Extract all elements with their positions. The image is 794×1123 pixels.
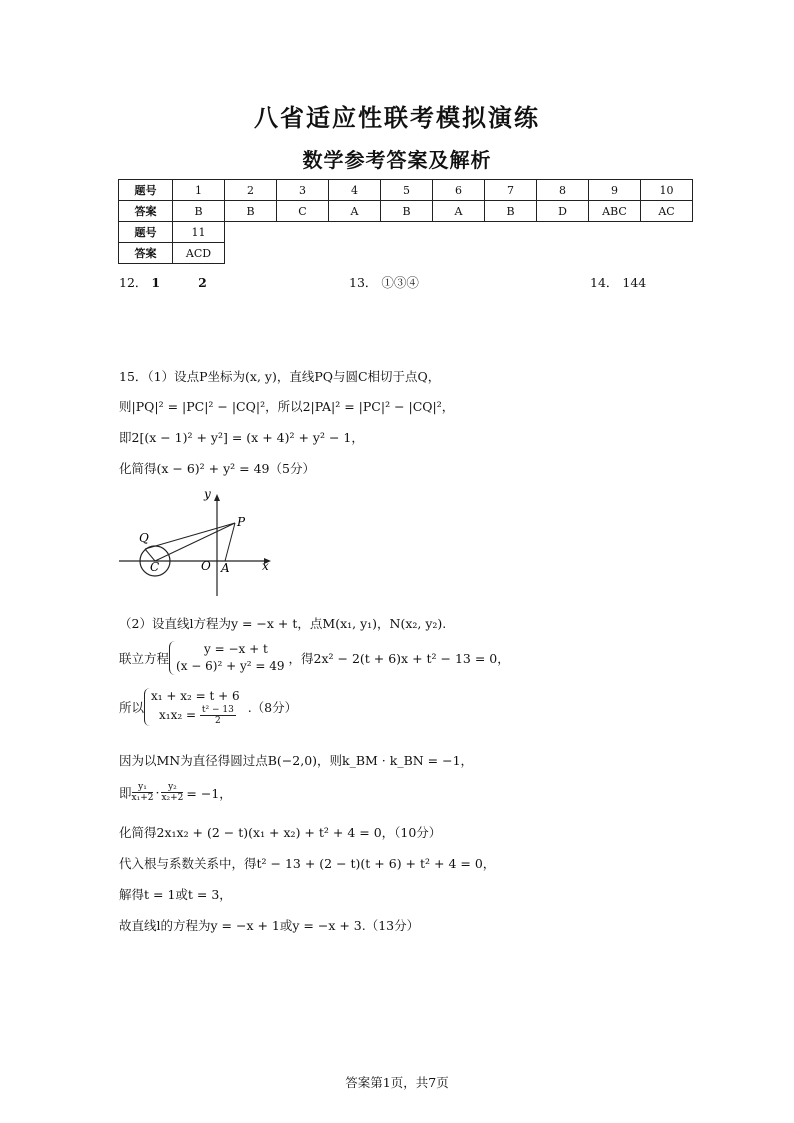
question-cell: 7: [485, 180, 537, 201]
answer-cell: A: [433, 201, 485, 222]
document-title: 八省适应性联考模拟演练: [254, 103, 540, 132]
solution15-part2-line6: 化简得2x₁x₂ + (2 − t)(x₁ + x₂) + t² + 4 = 0，（10分）: [119, 825, 442, 840]
vieta-fraction-denominator: 2: [214, 716, 221, 726]
solution15-part2-line1: （2）设直线l方程为y = −x + t，点M(x₁, y₁)，N(x₂, y₂).: [119, 616, 447, 631]
origin-label: O: [201, 559, 211, 573]
y-axis-arrow-icon: [214, 494, 220, 501]
answer-cell: A: [329, 201, 381, 222]
vieta-score: .（8分）: [247, 700, 298, 715]
segment-pq: [145, 523, 235, 549]
line5-prefix: 即: [119, 785, 132, 801]
answer-cell: B: [381, 201, 433, 222]
q13-answer: ①③④: [381, 275, 419, 290]
solution15-part2-system: [119, 641, 510, 675]
q14-answer: 144: [622, 275, 647, 290]
segment-pc: [155, 523, 235, 561]
question-cell: 1: [173, 180, 225, 201]
geometry-figure: [115, 486, 280, 598]
solution15-part1-line2: 则|PQ|² = |PC|² − |CQ|²，所以2|PA|² = |PC|² − |CQ|²，: [119, 399, 455, 414]
system-eq1: y = −x + t: [204, 642, 268, 656]
solution15-part2-line7: 代入根与系数关系中，得t² − 13 + (2 − t)(t + 6) + t² + 4 = 0，: [119, 856, 496, 871]
system-eq2: (x − 6)² + y² = 49: [176, 659, 285, 673]
vieta-prefix: 所以: [119, 700, 145, 715]
answer-table-question-row: [119, 222, 693, 243]
answer-cell: ABC: [589, 201, 641, 222]
document-subtitle: 数学参考答案及解析: [302, 148, 492, 172]
question-cell: 8: [537, 180, 589, 201]
page-footer: 答案第1页，共7页: [345, 1075, 449, 1090]
answer-cell: B: [485, 201, 537, 222]
point-c-label: C: [150, 560, 160, 574]
answer-cell: B: [173, 201, 225, 222]
question-cell: 10: [641, 180, 693, 201]
line5-frac1-denominator: x₁+2: [131, 793, 154, 803]
line5-fraction-1: [132, 782, 154, 803]
line5-frac1-numerator: y₁: [132, 782, 154, 793]
fill-in-q12: [119, 273, 207, 291]
answer-cell: B: [225, 201, 277, 222]
vieta-eq2-lhs: x₁x₂ =: [159, 708, 197, 722]
line5-result: = −1，: [186, 785, 232, 801]
q12-label: 12．: [119, 275, 148, 290]
question-cell: 4: [329, 180, 381, 201]
q13-label: 13．: [349, 275, 378, 290]
answer-cell: D: [537, 201, 589, 222]
question-row-label: 题号: [119, 222, 173, 243]
vieta-fraction-numerator: t² − 13: [201, 705, 234, 715]
answer-table-answer-row: [119, 243, 693, 264]
vieta-eq1: x₁ + x₂ = t + 6: [151, 689, 240, 703]
solution15-part2-line9: 故直线l的方程为y = −x + 1或y = −x + 3.（13分）: [119, 918, 420, 933]
point-a-label: A: [221, 561, 230, 575]
fill-in-q13: [349, 273, 419, 291]
solution15-part1-line4: 化简得(x − 6)² + y² = 49（5分）: [119, 461, 315, 476]
vieta-fraction: [200, 705, 236, 726]
answer-table: [118, 179, 693, 264]
x-axis-label: x: [262, 559, 269, 573]
answer-cell: C: [277, 201, 329, 222]
q14-label: 14．: [590, 275, 619, 290]
segment-pa: [225, 523, 235, 561]
question-cell: 5: [381, 180, 433, 201]
solution15-part2-vieta: [119, 688, 297, 726]
fill-in-q14: [590, 273, 646, 291]
system-prefix: 联立方程: [119, 651, 170, 666]
answer-table-answer-row: [119, 201, 693, 222]
point-p-label: P: [237, 515, 246, 529]
question-cell: 9: [589, 180, 641, 201]
solution15-part1-line3: 即2[(x − 1)² + y²] = (x + 4)² + y² − 1，: [119, 430, 364, 445]
answer-cell: AC: [641, 201, 693, 222]
solution15-part2-line5: [119, 782, 232, 803]
line5-frac2-numerator: y₂: [161, 782, 183, 793]
question-row-label: 题号: [119, 180, 173, 201]
solution15-part2-line8: 解得t = 1或t = 3，: [119, 887, 232, 902]
q12-answer-a: 1: [151, 275, 161, 290]
answer-row-label: 答案: [119, 243, 173, 264]
vieta-brace: [144, 688, 244, 726]
question-cell: 6: [433, 180, 485, 201]
system-brace: [169, 641, 289, 675]
line5-frac2-denominator: x₂+2: [161, 793, 184, 803]
answer-row-label: 答案: [119, 201, 173, 222]
answer-cell: ACD: [173, 243, 225, 264]
question-cell: 11: [173, 222, 225, 243]
vieta-eq2: [151, 705, 240, 726]
solution15-part1-line1: 15．（1）设点P坐标为(x, y)，直线PQ与圆C相切于点Q，: [119, 369, 441, 384]
question-cell: 3: [277, 180, 329, 201]
point-q-label: Q: [139, 531, 149, 545]
system-result: ，得2x² − 2(t + 6)x + t² − 13 = 0，: [288, 651, 510, 666]
y-axis-label: y: [204, 487, 211, 501]
line5-dot: ·: [155, 785, 160, 800]
solution15-part2-line4: 因为以MN为直径得圆过点B(−2,0)，则k_BM · k_BN = −1，: [119, 753, 474, 768]
question-cell: 2: [225, 180, 277, 201]
answer-table-question-row: [119, 180, 693, 201]
line5-fraction-2: [161, 782, 183, 803]
q12-answer-b: 2: [198, 275, 207, 290]
